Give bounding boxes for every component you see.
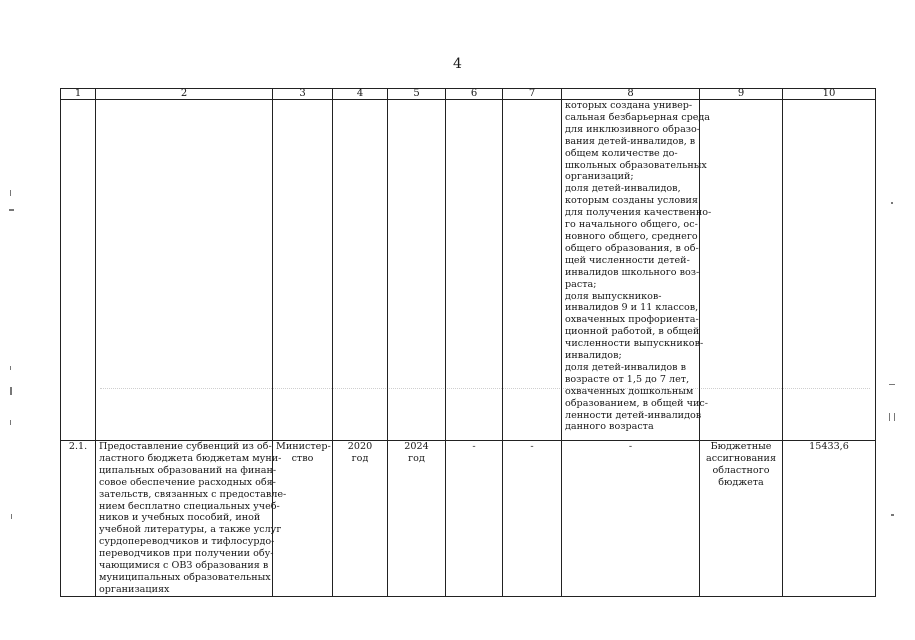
- indicator-line: сальная безбарьерная среда: [565, 111, 711, 123]
- indicator-line: ционной работой, в общей: [565, 326, 700, 338]
- executor-line: ство: [291, 452, 314, 464]
- indicator-line: охваченных профориента-: [565, 314, 699, 326]
- scan-mark: [891, 202, 893, 204]
- header-col-3: 3: [273, 89, 333, 100]
- description-line: Предоставление субвенций из об-: [99, 441, 272, 452]
- indicator-line: которым созданы условия: [565, 195, 698, 207]
- indicator-line: охваченных дошкольным: [565, 385, 694, 397]
- description-line: муниципальных образовательных: [99, 571, 271, 583]
- amount-cell: 15433,6: [783, 441, 876, 597]
- indicator-line: для инклюзивного образо-: [565, 123, 701, 135]
- header-col-6: 6: [446, 89, 503, 100]
- indicator-line: доля выпускников-: [565, 290, 662, 302]
- indicator-line: общего образования, в об-: [565, 242, 699, 254]
- scan-mark: [10, 366, 11, 370]
- cell-empty: [96, 100, 273, 441]
- header-col-2: 2: [96, 89, 273, 100]
- indicator-line: образованием, в общей чис-: [565, 397, 708, 409]
- header-row: [61, 89, 876, 100]
- executor-line: Министер-: [276, 441, 331, 452]
- scan-mark: [10, 420, 11, 425]
- header-col-1: 1: [61, 89, 96, 100]
- scan-mark: [11, 514, 12, 519]
- description-line: нием бесплатно специальных учеб-: [99, 500, 280, 512]
- header-col-4: 4: [333, 89, 388, 100]
- scan-mark: [889, 384, 895, 385]
- indicator-line: общем количестве до-: [565, 147, 678, 159]
- page-number: 4: [453, 56, 462, 72]
- table-row-2-1: [61, 441, 876, 597]
- scan-mark: [9, 209, 14, 211]
- funding-source-line: ассигнования: [705, 452, 777, 464]
- funding-source-cell: [700, 441, 783, 597]
- description-line: ципальных образований на финан-: [99, 464, 277, 476]
- header-col-10: 10: [783, 89, 876, 100]
- indicator-line: возрасте от 1,5 до 7 лет,: [565, 373, 690, 385]
- cell-empty: [700, 100, 783, 441]
- indicator-line: для получения качественно-: [565, 207, 712, 219]
- cell-empty: [273, 100, 333, 441]
- description-line: ластного бюджета бюджетам муни-: [99, 452, 282, 464]
- indicator-line: вания детей-инвалидов, в: [565, 135, 696, 147]
- indicator-line: инвалидов;: [565, 350, 622, 362]
- indicator-line: доля детей-инвалидов,: [565, 183, 681, 195]
- description-line: чающимися с ОВЗ образования в: [99, 560, 269, 572]
- scan-mark: [894, 413, 895, 421]
- indicator-line: школьных образовательных: [565, 159, 707, 171]
- cell-empty: [783, 100, 876, 441]
- end-year-line: 2024: [404, 441, 429, 452]
- funding-source-line: областного: [712, 464, 770, 476]
- funding-source-line: Бюджетные: [710, 441, 772, 452]
- col7-value: -: [503, 441, 562, 597]
- executor-cell: [273, 441, 333, 597]
- cell-empty: [61, 100, 96, 441]
- scan-mark: [10, 387, 12, 395]
- measure-description: [96, 441, 287, 597]
- indicator-line: щей численности детей-: [565, 254, 690, 266]
- program-table: [60, 88, 876, 597]
- indicator-line: инвалидов школьного воз-: [565, 266, 700, 278]
- indicator-line: раста;: [565, 278, 597, 290]
- header-col-9: 9: [700, 89, 783, 100]
- description-line: совое обеспечение расходных обя-: [99, 476, 276, 488]
- indicator-line: организаций;: [565, 171, 634, 183]
- start-year-cell: [333, 441, 388, 597]
- cell-empty: [333, 100, 388, 441]
- indicator-line: доля детей-инвалидов в: [565, 361, 687, 373]
- description-line: ников и учебных пособий, иной: [99, 512, 261, 524]
- table-row-continued: [61, 100, 876, 441]
- indicator-line: ленности детей-инвалидов: [565, 409, 702, 421]
- end-year-cell: [388, 441, 446, 597]
- header-col-7: 7: [503, 89, 562, 100]
- indicators-cell: [562, 100, 712, 441]
- start-year-line: год: [351, 452, 369, 464]
- indicator-line: численности выпускников-: [565, 338, 704, 350]
- header-col-5: 5: [388, 89, 446, 100]
- description-line: переводчиков при получении обу-: [99, 548, 274, 560]
- col6-value: -: [446, 441, 503, 597]
- indicator-line: инвалидов 9 и 11 классов,: [565, 302, 699, 314]
- cell-empty: [388, 100, 446, 441]
- funding-source-line: бюджета: [718, 476, 764, 488]
- header-col-8: 8: [562, 89, 700, 100]
- cell-empty: [446, 100, 503, 441]
- indicator-line: которых создана универ-: [565, 100, 693, 111]
- description-line: учебной литературы, а также услуг: [99, 524, 282, 536]
- row-number: 2.1.: [61, 441, 96, 597]
- indicator-line: го начального общего, ос-: [565, 219, 698, 231]
- description-line: организациях: [99, 583, 170, 595]
- col8-value: -: [562, 441, 700, 597]
- indicator-line: новного общего, среднего: [565, 230, 698, 242]
- scan-mark: [889, 413, 890, 421]
- scan-mark: [10, 190, 11, 196]
- cell-empty: [503, 100, 562, 441]
- description-line: сурдопереводчиков и тифлосурдо-: [99, 536, 275, 548]
- description-line: зательств, связанных с предоставле-: [99, 488, 287, 500]
- start-year-line: 2020: [347, 441, 373, 452]
- indicator-line: данного возраста: [565, 421, 654, 433]
- scan-mark: [891, 514, 894, 516]
- end-year-line: год: [408, 452, 425, 464]
